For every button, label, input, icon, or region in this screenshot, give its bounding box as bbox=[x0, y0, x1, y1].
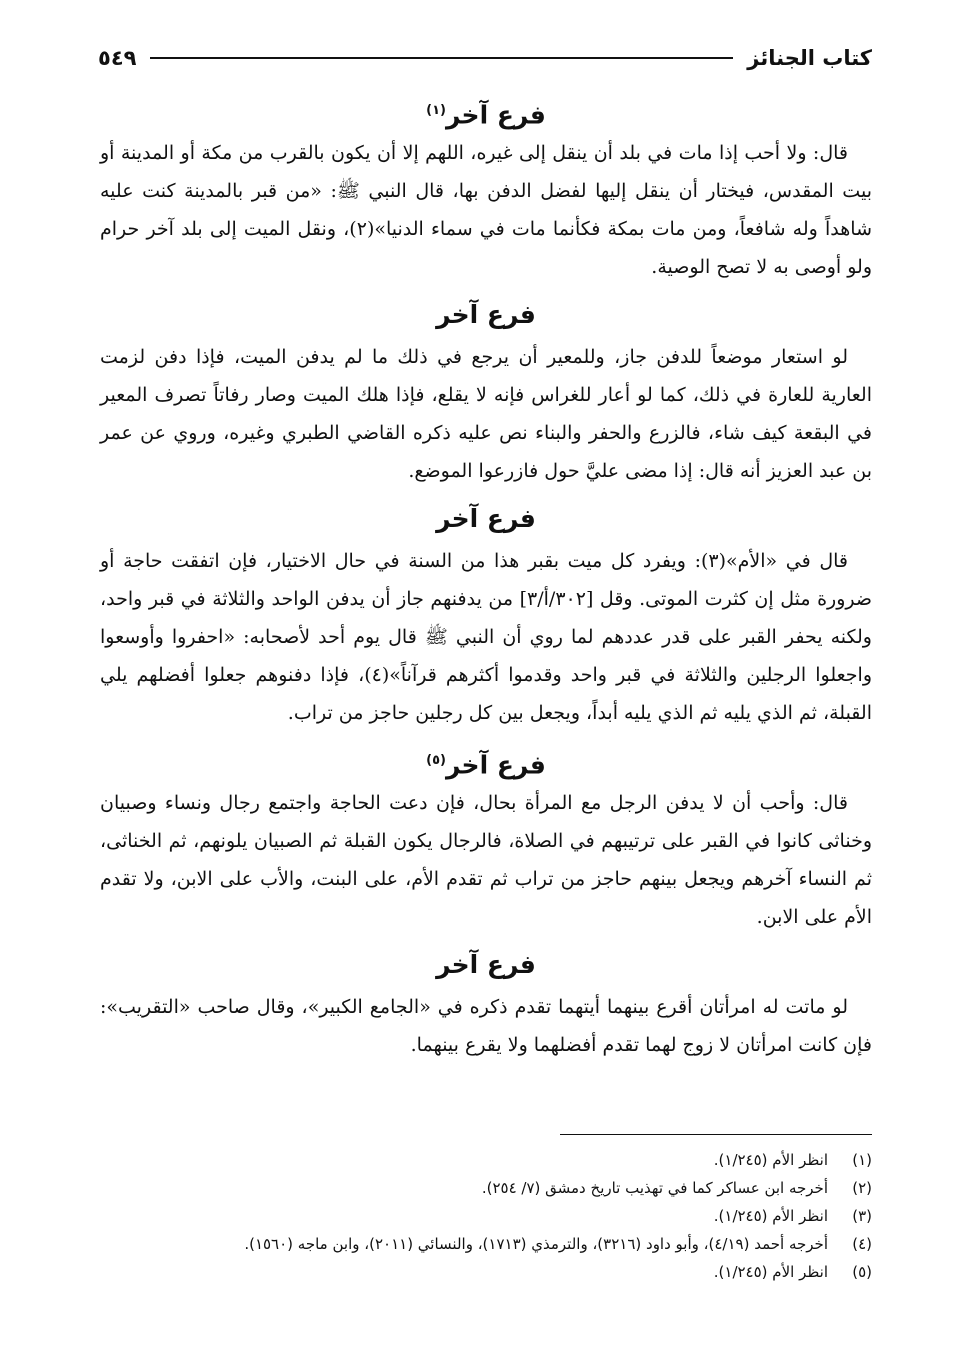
section-paragraph: لو استعار موضعاً للدفن جاز، وللمعير أن يرجع في ذلك ما لم يدفن الميت، فإذا دفن لزمت العارية للعارة في ذلك، كما لو أعار للغراس فإنه لا يقلع، فإذا هلك الميت وصار رفاتاً تصرف المعير في البقعة كيف شاء، فالزرع والحفر والبناء نص عليه ذكره القاضي الطبري وغيره، وروي عن عمر بن عبد العزيز أنه قال: إذا مضى عليَّ حول فازرعوا الموضع. bbox=[100, 346, 872, 482]
section-5 bbox=[100, 942, 872, 1064]
book-title: كتاب الجنائز bbox=[747, 46, 872, 70]
footnote-number: (٢) bbox=[852, 1179, 872, 1197]
footnote-text: انظر الأم (١/٢٤٥). bbox=[713, 1151, 828, 1169]
footnote-number: (٥) bbox=[852, 1263, 872, 1281]
section-heading bbox=[100, 738, 872, 784]
section-paragraph: لو ماتت له امرأتان أقرع بينهما أيتهما تقدم ذكره في «الجامع الكبير»، وقال صاحب «التقريب»: فإن كانت امرأتان لا زوج لهما تقدم أفضلهما ولا يقرع بينهما. bbox=[100, 996, 872, 1056]
footnote bbox=[100, 1146, 872, 1174]
main-text bbox=[100, 88, 872, 1070]
heading-footnote-ref: (١) bbox=[426, 103, 446, 118]
section-heading-text: فرع آخر bbox=[446, 750, 546, 780]
section-heading-text: فرع آخر bbox=[436, 950, 536, 979]
footnote bbox=[100, 1230, 872, 1258]
footnote bbox=[100, 1258, 872, 1286]
section-heading bbox=[100, 496, 872, 542]
section-2 bbox=[100, 292, 872, 490]
section-4 bbox=[100, 738, 872, 936]
section-paragraph: قال في «الأم»(٣): ويفرد كل ميت بقبر هذا من السنة في حال الاختيار، فإن اتفقت حاجة أو ضرورة مثل إن كثرت الموتى. وقل [٣٠٢/أ/٣] من يدفنهم جاز أن يدفن الواحد والثلاثة في قبر واحد، ولكنه يحفر القبر على قدر عددهم لما روي أن النبي ﷺ قال يوم أحد لأصحابه: «احفروا وأوسعوا واجعلوا الرجلين والثلاثة في قبر واحد وقدموا أكثرهم قرآناً»(٤)، فإذا دفنوهم جعلوا أفضلهم يلي القبلة، ثم الذي يليه ثم الذي يليه أبداً، ويجعل بين كل رجلين حاجز من تراب. bbox=[100, 550, 872, 724]
section-1 bbox=[100, 88, 872, 286]
section-heading-text: فرع آخر bbox=[446, 100, 546, 130]
section-paragraph: قال: ولا أحب إذا مات في بلد أن ينقل إلى غيره، اللهم إلا أن يكون بالقرب من مكة أو المدينة أو بيت المقدس، فيختار أن ينقل إليها لفضل الدفن بها، قال النبي ﷺ: «من قبر بالمدينة كنت عليه شاهداً وله شافعاً، ومن مات بمكة فكأنما مات في سماء الدنيا»(٢)، ونقل الميت إلى بلد آخر حرام ولو أوصى به لا تصح الوصية. bbox=[100, 142, 872, 278]
heading-footnote-ref: (٥) bbox=[426, 753, 446, 768]
section-heading-text: فرع آخر bbox=[436, 504, 536, 533]
section-heading bbox=[100, 88, 872, 134]
running-header bbox=[98, 38, 872, 78]
footnote bbox=[100, 1174, 872, 1202]
footnote-number: (٣) bbox=[852, 1207, 872, 1225]
footnote-number: (١) bbox=[852, 1151, 872, 1169]
section-heading bbox=[100, 292, 872, 338]
footnote-text: انظر الأم (١/٢٤٥). bbox=[713, 1207, 828, 1225]
page-number: ٥٤٩ bbox=[98, 46, 137, 70]
footnote-text: انظر الأم (١/٢٤٥). bbox=[713, 1263, 828, 1281]
section-paragraph: قال: وأحب أن لا يدفن الرجل مع المرأة بحال، فإن دعت الحاجة واجتمع رجال ونساء وصبيان وخناثى كانوا في القبر على ترتيبهم في الصلاة، فالرجال يكون القبلة ثم الصبيان يلونهم، ثم الخناثى، ثم النساء آخرهم ويجعل بينهم حاجز من تراب ثم تقدم الأم، على البنت، والأب على الابن، ولا تقدم الأم على الابن. bbox=[100, 792, 872, 928]
footnotes bbox=[100, 1146, 872, 1286]
section-3 bbox=[100, 496, 872, 732]
footnote-separator bbox=[560, 1134, 872, 1135]
footnote-text: أخرجه أحمد (٤/١٩)، وأبو داود (٣٢١٦)، والترمذي (١٧١٣)، والنسائي (٢٠١١)، وابن ماجه (١٥٦٠). bbox=[244, 1235, 828, 1253]
section-heading bbox=[100, 942, 872, 988]
footnote-number: (٤) bbox=[852, 1235, 872, 1253]
footnote bbox=[100, 1202, 872, 1230]
footnote-text: أخرجه ابن عساكر كما في تهذيب تاريخ دمشق (٧/ ٢٥٤). bbox=[481, 1179, 828, 1197]
header-rule bbox=[150, 57, 733, 59]
section-heading-text: فرع آخر bbox=[436, 300, 536, 329]
